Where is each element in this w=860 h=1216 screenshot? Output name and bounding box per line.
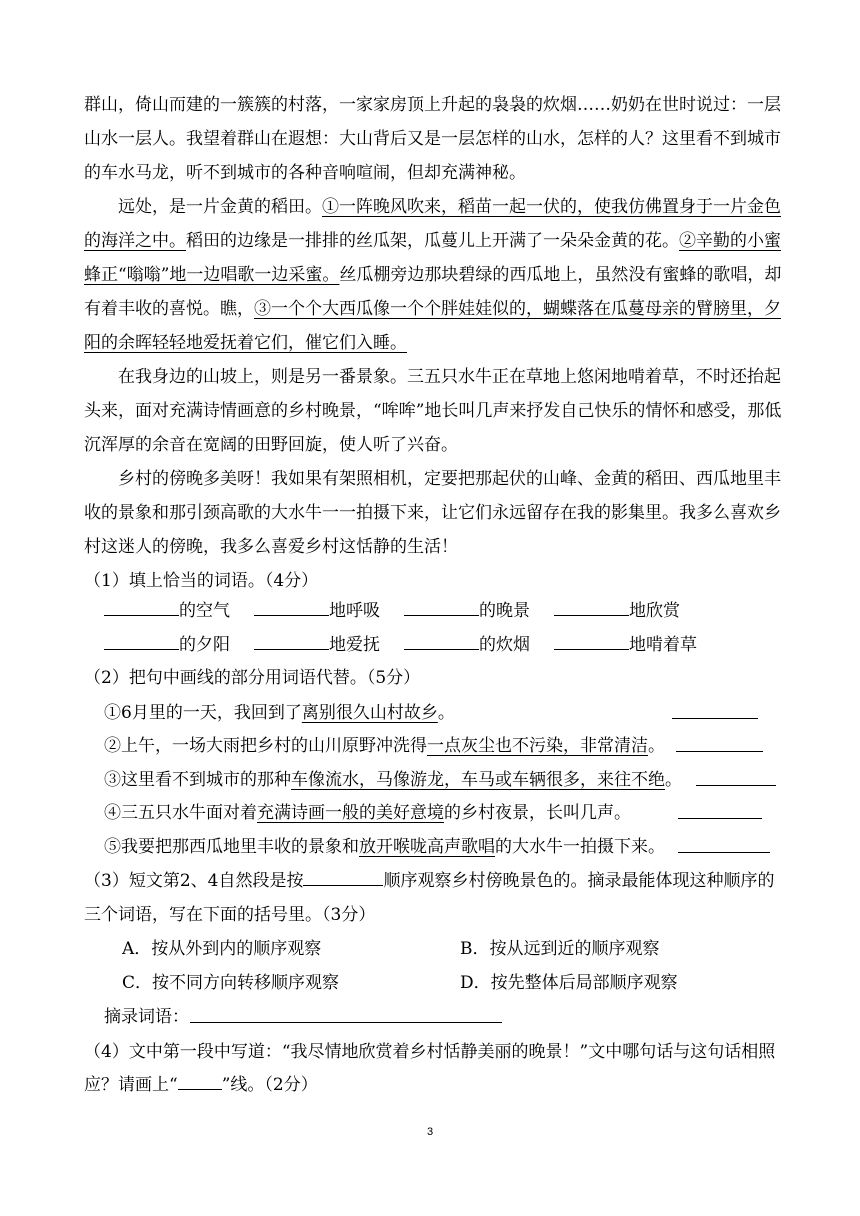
p2-text-e: 丝瓜棚旁边那块碧绿的西瓜地上，虽然没有蜜蜂的歌唱，却有着丰收的喜悦。瞧， — [84, 265, 782, 319]
answer-blank[interactable] — [554, 648, 629, 650]
q2-answer-line-5[interactable] — [678, 852, 770, 853]
q3-line-1: （3）短文第2、4自然段是按 顺序观察乡村傍晚景色的。摘录最能体现这种顺序的 — [84, 871, 775, 891]
underlined-sentence-2: ②辛勤的小蜜蜂正“嗡嗡”地一边唱歌一边采蜜。 — [84, 231, 781, 285]
q4-line-1: （4）文中第一段中写道：“我尽情地欣赏着乡村恬静美丽的晚景！”文中哪句话与这句话相照 — [84, 1042, 776, 1062]
answer-blank[interactable] — [104, 614, 179, 616]
q3-option-c[interactable]: C．按不同方向转移顺序观察 — [122, 973, 340, 993]
answer-blank[interactable] — [254, 614, 329, 616]
q2-item-5: ⑤我要把那西瓜地里丰收的景象和放开喉咙高声歌唱的大水牛一拍摄下来。 — [104, 837, 665, 857]
answer-blank[interactable] — [104, 648, 179, 650]
q2-answer-line-1[interactable] — [672, 718, 758, 719]
answer-blank[interactable] — [554, 614, 629, 616]
q3-option-d[interactable]: D．按先整体后局部顺序观察 — [460, 973, 678, 993]
q2-title: （2）把句中画线的部分用词语代替。（5分） — [84, 668, 421, 688]
q1-fill-item: 地欣赏 — [554, 594, 680, 628]
q3-option-a[interactable]: A．按从外到内的顺序观察 — [122, 939, 322, 959]
passage-paragraph-2 — [84, 190, 784, 360]
answer-blank[interactable] — [254, 648, 329, 650]
q2-item-4: ④三五只水牛面对着充满诗画一般的美好意境的乡村夜景，长叫几声。 — [104, 803, 631, 823]
answer-blank[interactable] — [404, 648, 479, 650]
q2-answer-line-2[interactable] — [676, 751, 763, 752]
q2-answer-line-4[interactable] — [678, 818, 762, 819]
q3-extract-answer-line[interactable] — [190, 1022, 502, 1023]
q3-extract-label: 摘录词语： — [104, 1007, 189, 1027]
q2-item-1: ①6月里的一天，我回到了离别很久山村故乡。 — [104, 703, 455, 723]
underlined-sentence-1: ①一阵晚风吹来，稻苗一起一伏的，使我仿佛置身于一片金色的海洋之中。 — [84, 197, 781, 251]
q1-row-2 — [104, 628, 721, 662]
q4-line-2: 应？请画上“ ”线。（2分） — [84, 1075, 318, 1095]
page-number: 3 — [426, 1126, 434, 1138]
answer-blank[interactable] — [303, 884, 383, 886]
q1-row-1 — [104, 594, 704, 628]
q2-answer-line-3[interactable] — [696, 785, 776, 786]
q2-underlined-phrase: 放开喉咙高声歌唱 — [359, 837, 495, 857]
q1-fill-item: 的夕阳 — [104, 628, 230, 662]
q1-fill-item: 地啃着草 — [554, 628, 697, 662]
passage-paragraph-4: 乡村的傍晚多美呀！我如果有架照相机，定要把那起伏的山峰、金黄的稻田、西瓜地里丰收的景象和那引颈高歌的大水牛一一拍摄下来，让它们永远留存在我的影集里。我多么喜欢乡村这迷人的傍晚，我多么喜爱乡村这恬静的生活！ — [84, 469, 781, 557]
answer-blank[interactable] — [404, 614, 479, 616]
underline-sample — [178, 1088, 222, 1090]
q1-fill-item: 的晚景 — [404, 594, 530, 628]
q2-item-3: ③这里看不到城市的那种车像流水，马像游龙，车马或车辆很多，来往不绝。 — [104, 770, 682, 790]
q1-title: （1）填上恰当的词语。（4分） — [84, 571, 319, 591]
q2-underlined-phrase: 离别很久山村故乡 — [301, 703, 438, 723]
q3-line-2: 三个词语，写在下面的括号里。（3分） — [84, 905, 376, 925]
q3-option-b[interactable]: B．按从远到近的顺序观察 — [460, 939, 660, 959]
q1-fill-item: 的炊烟 — [404, 628, 530, 662]
q1-fill-item: 地呼吸 — [254, 594, 380, 628]
q1-fill-item: 的空气 — [104, 594, 230, 628]
q2-item-2: ②上午，一场大雨把乡村的山川原野冲洗得一点灰尘也不污染，非常清洁。 — [104, 736, 665, 756]
passage-paragraph-3: 在我身边的山坡上，则是另一番景象。三五只水牛正在草地上悠闲地啃着草，不时还抬起头来，面对充满诗情画意的乡村晚景，“哞哞”地长叫几声来抒发自己快乐的情怀和感受，那低沉浑厚的余音在宽阔的田野回旋，使人听了兴奋。 — [84, 367, 782, 455]
q2-underlined-phrase: 充满诗画一般的美好意境 — [257, 803, 444, 823]
q2-underlined-phrase: 车像流水，马像游龙，车马或车辆很多，来往不绝 — [291, 770, 665, 790]
underlined-sentence-3: ③一个个大西瓜像一个个胖娃娃似的，蝴蝶落在瓜蔓母亲的臂膀里，夕阳的余晖轻轻地爱抚着它们，催它们入睡。 — [84, 299, 781, 353]
p2-text-a: 远处，是一片金黄的稻田。 — [118, 197, 322, 217]
q2-underlined-phrase: 一点灰尘也不污染，非常清洁 — [427, 736, 648, 756]
passage-paragraph-1: 群山，倚山而建的一簇簇的村落，一家家房顶上升起的袅袅的炊烟……奶奶在世时说过：一层山水一层人。我望着群山在遐想：大山背后又是一层怎样的山水，怎样的人？这里看不到城市的车水马龙，听不到城市的各种音响喧闹，但却充满神秘。 — [84, 95, 781, 183]
p2-text-c: 稻田的边缘是一排排的丝瓜架，瓜蔓儿上开满了一朵朵金黄的花。 — [186, 231, 679, 251]
q1-fill-item: 地爱抚 — [254, 628, 380, 662]
